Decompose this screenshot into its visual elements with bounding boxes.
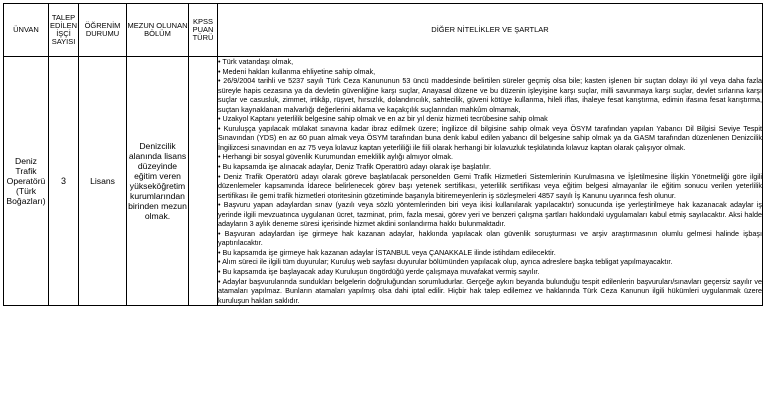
table-row: [4, 57, 763, 306]
requirements-table: [3, 3, 763, 306]
condition-item: • Alım süreci ile ilgili tüm duyurular; Kuruluş web sayfası duyurular bölümünden yapılacak olup, ayrıca adreslere başka tebligat yapılmayacaktır.: [218, 257, 673, 267]
condition-item: • Türk vatandaşı olmak,: [218, 57, 294, 66]
condition-item: • Bu kapsamda işe girmeye hak kazanan adaylar İSTANBUL veya ÇANAKKALE ilinde istihdam edilecektir.: [218, 247, 556, 257]
condition-item: • Başvuran adaylardan işe girmeye hak kazanan adaylar, hakkında yapılacak olan güvenlik soruşturması ve arşiv araştırmasının olumlu gelmesi halinde işbaşı yaptırılacaktır.: [218, 228, 762, 248]
condition-item: • Medeni hakları kullanma ehliyetine sahip olmak,: [218, 66, 376, 76]
cell-conditions: [218, 57, 763, 306]
cell-ogrenim: Lisans: [79, 57, 127, 306]
header-ogrenim: ÖĞRENİM DURUMU: [79, 4, 127, 57]
cell-bolum: Denizcilik alanında lisans düzeyinde eğitim veren yükseköğretim kurumlarından birinden mezun olmak.: [127, 57, 189, 306]
condition-item: • 26/9/2004 tarihli ve 5237 sayılı Türk Ceza Kanununun 53 üncü maddesinde belirtilen süreler geçmiş olsa bile; kasten işlenen bir suçtan dolayı iki yıl veya daha fazla süreyle hapis cezasına ya da devletin güvenliğine karşı suçlar, Anayasal düzene ve bu düzenin işleyişine karşı suçlar, milli savunmaya karşı suçlar, devlet sırlarına karşı suçlar ve casusluk, zimmet, irtikâp, rüşvet, hırsızlık, dolandırıcılık, sahtecilik, güveni kötüye kullanma, hileli iflas, ihaleye fesat karıştırma, edimin ifasına fesat karıştırma, suçtan kaynaklanan malvarlığı değerlerini aklama ve kaçakçılık suçlarından mahkûm olmamak,: [218, 76, 762, 114]
cell-kpss: [189, 57, 218, 306]
header-diger: DİĞER NİTELİKLER VE ŞARTLAR: [218, 4, 763, 57]
header-mezun: MEZUN OLUNAN BÖLÜM: [127, 4, 189, 57]
header-talep: TALEP EDİLEN İŞÇİ SAYISI: [49, 4, 79, 57]
condition-item: • Bu kapsamda işe başlayacak aday Kuruluşun öngördüğü yerde çalışmaya muvafakat vermiş sayılır.: [218, 267, 540, 277]
cell-sayi: 3: [49, 57, 79, 306]
cell-unvan: Deniz Trafik Operatörü (Türk Boğazları): [4, 57, 49, 306]
header-row: [4, 4, 763, 57]
header-unvan: ÜNVAN: [4, 4, 49, 57]
condition-item: • Başvuru yapan adaylardan sınav (yazılı veya sözlü yöntemlerinden biri veya ikisi kullanılarak yapılacaktır) sonucunda işe yerleştirilmeye hak kazanacak adaylar iş yerinde ilgili mevzuatınca uygulanan ücret, tazminat, prim, fazla mesai, görev yeri ve benzeri çalışma şartları hakkındaki uygulamaları kabul etmiş sayılacaktır. Aksi halde adayların 3 aylık deneme süresi içerisinde hizmet akdini sonlandırma hakkı bulunmaktadır.: [218, 200, 762, 229]
condition-item: • Bu kapsamda işe alınacak adaylar, Deniz Trafik Operatörü adayı olarak işe başlatılır.: [218, 162, 491, 172]
condition-item: • Kuruluşça yapılacak mülakat sınavına kadar ibraz edilmek üzere; İngilizce dil bilgisine sahip olmak veya ÖSYM tarafından yapılan Yabancı Dil Bilgisi Seviye Tespit Sınavından (YDS) en az 60 puan almak veya ÖSYM tarafından buna denk kabul edilen yabancı dil belgesine sahip olmak ya da GASM tarafından düzenlenen Denizcilik İngilizcesi sınavından en az 75 veya kılavuz kaptan yeterliliği ile fiili olarak herhangi bir kılavuzluk teşkilatında kılavuz kaptan olarak çalışıyor olmak.: [218, 123, 762, 152]
condition-item: • Uzakyol Kaptanı yeterlilik belgesine sahip olmak ve en az bir yıl deniz hizmeti tecrübesine sahip olmak: [218, 114, 548, 124]
condition-item: • Herhangi bir sosyal güvenlik Kurumundan emeklilik aylığı almıyor olmak.: [218, 152, 454, 162]
condition-item: • Deniz Trafik Operatörü adayı olarak göreve başlatılacak personelden Gemi Trafik Hizmetleri Sistemlerinin Kurulmasına ve İşletilmesine İlişkin Yönetmeliği göre ilgili düzenlemeler kapsamında İdarece belirlenecek görev başı yetenek sertifikası, yeterlilik sertifikası veya eğitim belgesi almayanlar ile eğitim sonucu verilen yeterlilik sertifikası ile gemi trafik hizmetleri otoritesinin gözetiminde başarıyla bitiremeyenlerin iş sözleşmeleri 4857 sayılı İş Kanunu uyarınca fesh olunur.: [218, 171, 762, 200]
header-kpss: KPSS PUAN TÜRÜ: [189, 4, 218, 57]
condition-item: • Adaylar başvurularında sundukları belgelerin doğruluğundan sorumludurlar. Gerçeğe aykırı beyanda bulunduğu tespit edilenlerin başvuruları/sınavları geçersiz sayılır ve atamaları yapılmaz. Bunların atamaları yapılmış olsa dahi iptal edilir. Hiçbir hak talep edilemez ve haklarında Türk Ceza Kanunun ilgili hükümleri uygulanmak üzere kuruluşun hakları saklıdır.: [218, 276, 762, 305]
